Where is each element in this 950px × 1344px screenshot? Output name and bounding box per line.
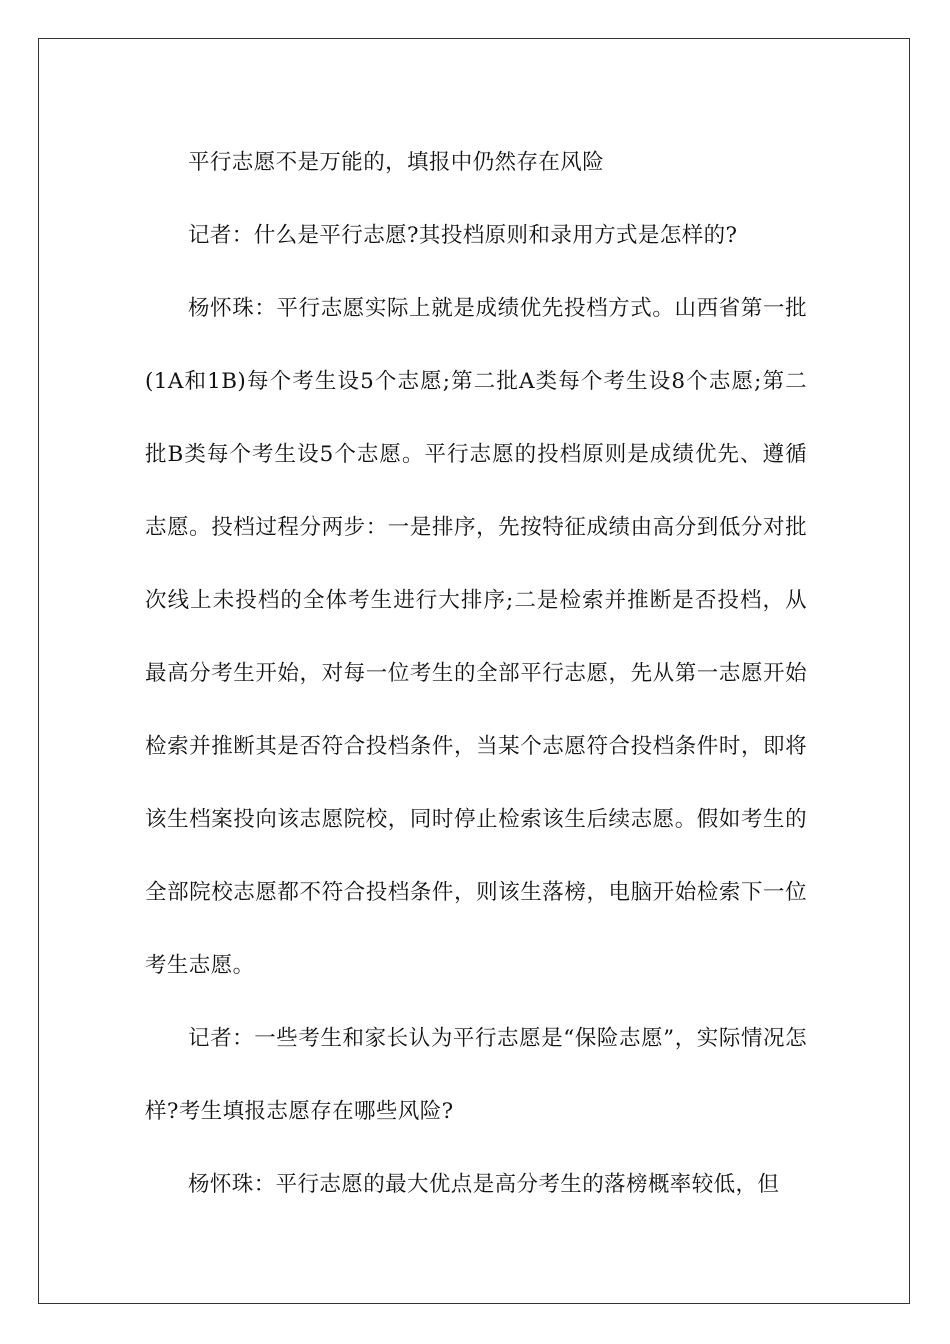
document-body xyxy=(145,126,807,1221)
paragraph-heading: 平行志愿不是万能的，填报中仍然存在风险 xyxy=(188,150,605,175)
paragraph-answer-2: 杨怀珠：平行志愿的最大优点是高分考生的落榜概率较低，但 xyxy=(188,1172,780,1197)
paragraph-question-1: 记者：什么是平行志愿?其投档原则和录用方式是怎样的? xyxy=(188,223,738,248)
paragraph-question-2: 记者：一些考生和家长认为平行志愿是“保险志愿”，实际情况怎样?考生填报志愿存在哪些风险? xyxy=(145,1026,807,1124)
paragraph-answer-1: 杨怀珠：平行志愿实际上就是成绩优先投档方式。山西省第一批(1A和1B)每个考生设5个志愿;第二批A类每个考生设8个志愿;第二批B类每个考生设5个志愿。平行志愿的投档原则是成绩优先、遵循志愿。投档过程分两步：一是排序，先按特征成绩由高分到低分对批次线上未投档的全体考生进行大排序;二是检索并推断是否投档，从最高分考生开始，对每一位考生的全部平行志愿，先从第一志愿开始检索并推断其是否符合投档条件，当某个志愿符合投档条件时，即将该生档案投向该志愿院校，同时停止检索该生后续志愿。假如考生的全部院校志愿都不符合投档条件，则该生落榜，电脑开始检索下一位考生志愿。 xyxy=(145,296,807,978)
